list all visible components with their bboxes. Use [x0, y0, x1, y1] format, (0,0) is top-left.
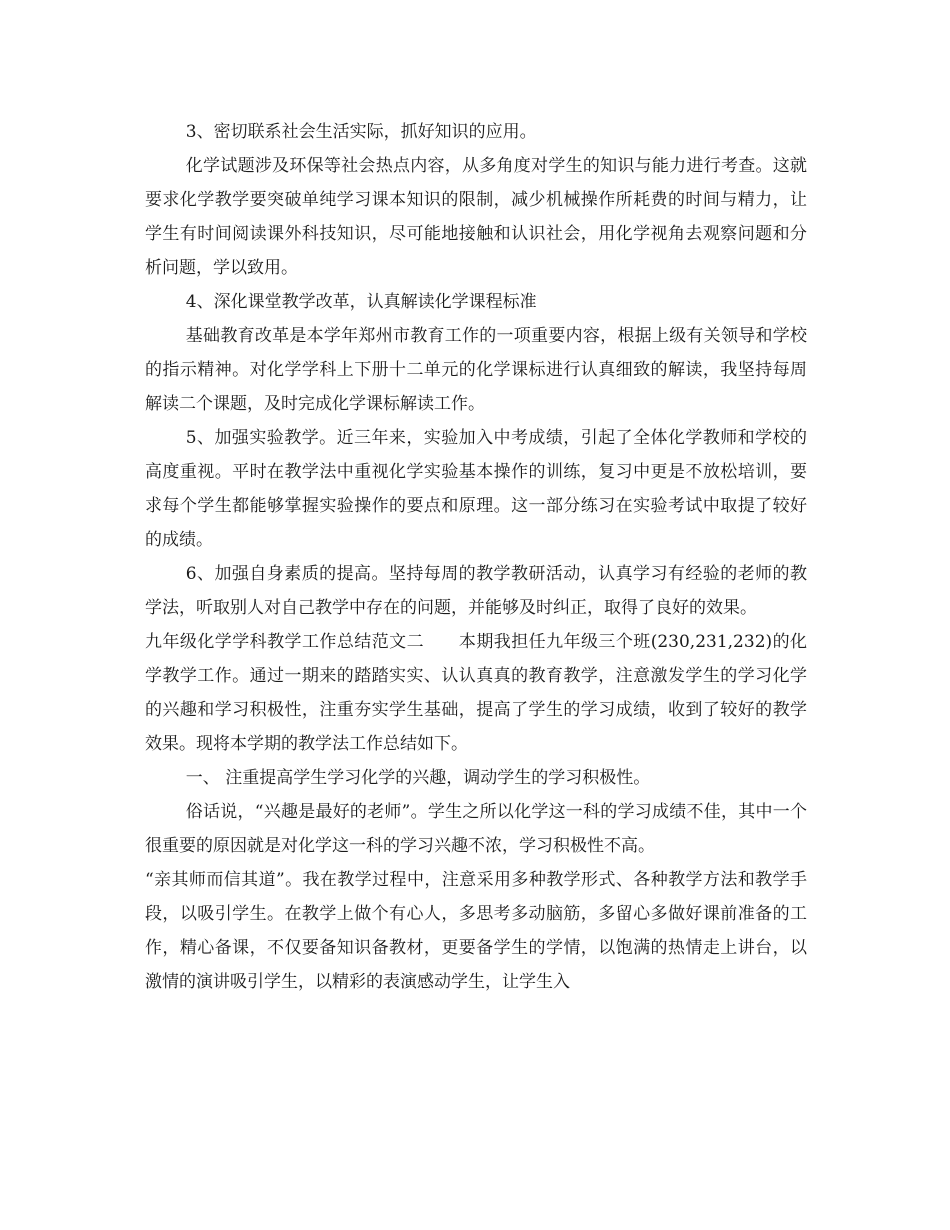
- section-title: 九年级化学学科教学工作总结范文二: [145, 632, 425, 652]
- paragraph-point-5: 5、加强实验教学。近三年来，实验加入中考成绩，引起了全体化学教师和学校的高度重视。平时在教学法中重视化学实验基本操作的训练，复习中更是不放松培训，要求每个学生都能够掌握实验操作的要点和原理。这一部分练习在实验考试中取提了较好的成绩。: [145, 428, 807, 550]
- paragraph-proverb: 俗话说，“兴趣是最好的老师”。学生之所以化学这一科的学习成绩不佳，其中一个很重要的原因就是对化学这一科的学习兴趣不浓，学习积极性不高。: [145, 802, 807, 856]
- paragraph-teaching-methods: “亲其师而信其道”。我在教学过程中，注意采用多种教学形式、各种教学方法和教学手段，以吸引学生。在教学上做个有心人，多思考多动脑筋，多留心多做好课前准备的工作，精心备课，不仅要备知识备教材，更要备学生的学情，以饱满的热情走上讲台，以激情的演讲吸引学生，以精彩的表演感动学生，让学生入: [145, 870, 807, 992]
- paragraph-point-6: 6、加强自身素质的提高。坚持每周的教学教研活动，认真学习有经验的老师的教学法，听取别人对自己教学中存在的问题，并能够及时纠正，取得了良好的效果。: [145, 564, 807, 618]
- heading-one: 一、 注重提高学生学习化学的兴趣，调动学生的学习积极性。: [185, 768, 651, 788]
- paragraph-point-4-heading: 4、深化课堂教学改革，认真解读化学课程标准: [185, 292, 537, 312]
- document-body: [145, 115, 807, 999]
- paragraph-point-3-body: 化学试题涉及环保等社会热点内容，从多角度对学生的知识与能力进行考查。这就要求化学教学要突破单纯学习课本知识的限制，减少机械操作所耗费的时间与精力，让学生有时间阅读课外科技知识，尽可能地接触和认识社会，用化学视角去观察问题和分析问题，学以致用。: [145, 156, 807, 278]
- section-two-paragraph: [145, 625, 807, 761]
- paragraph-point-4-body: 基础教育改革是本学年郑州市教育工作的一项重要内容，根据上级有关领导和学校的指示精神。对化学学科上下册十二单元的化学课标进行认真细致的解读，我坚持每周解读二个课题，及时完成化学课标解读工作。: [145, 326, 807, 414]
- paragraph-point-3-heading: 3、密切联系社会生活实际，抓好知识的应用。: [185, 122, 537, 142]
- section-intro: 本期我担任九年级三个班(230,231,232)的化学教学工作。通过一期来的踏踏实实、认认真真的教育教学，注意激发学生的学习化学的兴趣和学习积极性，注重夯实学生基础，提高了学生的学习成绩，收到了较好的教学效果。现将本学期的教学法工作总结如下。: [145, 632, 808, 754]
